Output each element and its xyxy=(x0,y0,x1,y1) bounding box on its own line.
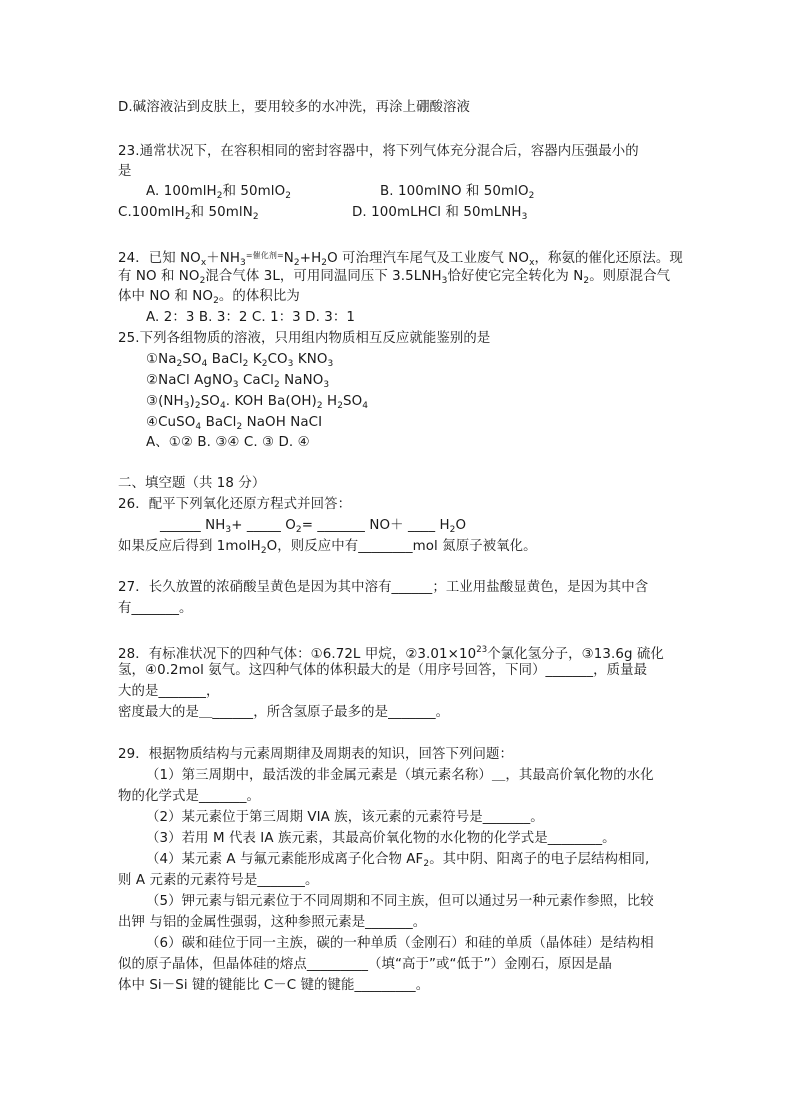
q26-stem: 26．配平下列氧化还原方程式并回答： xyxy=(118,497,352,512)
q23-option-b: B. 100mlNO 和 50mlO$_2$ xyxy=(380,184,535,201)
q28-line1: 28．有标准状况下的四种气体：①6.72L 甲烷，$②3.01\times 10^{23}$个氯化氢分子，③13.6g 硫化 xyxy=(118,645,664,662)
q25-group-2: ②NaCl AgNO$_3$ CaCl$_2$ NaNO$_3$ xyxy=(146,373,330,390)
q26-equation: ______ $NH_3+$ _____ $O_2=$ _______ NO＋ ____ $H_2O$ xyxy=(160,518,467,535)
q23-option-a: A. 100mlH$_2$和 50mlO$_2$ xyxy=(146,184,292,201)
q27-line1: 27．长久放置的浓硝酸呈黄色是因为其中溶有______；工业用盐酸显黄色，是因为其中含 xyxy=(118,580,649,595)
q23-stem-line2: 是 xyxy=(118,164,132,179)
q29-part5-line1: （5）钾元素与铝元素位于不同周期和不同主族，但可以通过另一种元素作参照，比较 xyxy=(146,894,654,909)
q29-part5-line2: 出钾 与铝的金属性强弱，这种参照元素是_______。 xyxy=(118,915,427,930)
q29-part6-line1: （6）碳和硅位于同一主族，碳的一种单质（金刚石）和硅的单质（晶体硅）是结构相 xyxy=(146,936,654,951)
q28-line4: 密度最大的是＿______，所含氢原子最多的是_______。 xyxy=(118,705,450,720)
q29-part6-line3: 体中 Si－Si 键的键能比 C－C 键的键能_________。 xyxy=(118,978,430,993)
q24-stem-line1: 24．已知 $NO_x+NH_3^{=催化剂=}N_2+H_2O$ 可治理汽车尾气及工业废气 $NO_x$，称氨的催化还原法。现 xyxy=(118,251,683,268)
q24-options: A. 2：3 B. 3：2 C. 1：3 D. 3：1 xyxy=(146,310,356,325)
q29-part3: （3）若用 M 代表 IA 族元素，其最高价氧化物的水化物的化学式是________。 xyxy=(146,831,616,846)
q26-follow-up: 如果反应后得到 1molH$_2$O，则反应中有________mol 氮原子被氧化。 xyxy=(118,539,537,556)
q25-stem: 25.下列各组物质的溶液，只用组内物质相互反应就能鉴别的是 xyxy=(118,331,491,346)
q22-option-d: D.碱溶液沾到皮肤上，要用较多的水冲洗，再涂上硼酸溶液 xyxy=(118,100,471,115)
q28-line3: 大的是_______， xyxy=(118,684,220,699)
q24-stem-line2: 有 NO 和 $NO_2$混合气体 3L，可用同温同压下 $3.5LNH_3$恰好使它完全转化为 $N_2$。则原混合气 xyxy=(118,269,671,286)
q23-option-d: D. 100mLHCl 和 50mLNH$_3$ xyxy=(352,205,528,222)
q27-line2: 有_______。 xyxy=(118,601,193,616)
q25-group-3: $③(NH_3)_2SO_4$. KOH $Ba(OH)_2$ $H_2SO_4$ xyxy=(146,394,369,411)
section-2-title: 二、填空题（共 18 分） xyxy=(118,476,266,491)
q29-part6-line2: 似的原子晶体，但晶体硅的熔点_________（填“高于”或“低于”）金刚石，原因是晶 xyxy=(118,957,613,972)
q29-part4-line1: （4）某元素 A 与氟元素能形成离子化合物 $AF_2$。其中阴、阳离子的电子层结构相同, xyxy=(146,852,650,869)
q29-part1-line2: 物的化学式是_______。 xyxy=(118,789,261,804)
q29-part2: （2）某元素位于第三周期 VIA 族，该元素的元素符号是_______。 xyxy=(146,810,544,825)
q23-option-c: C.100mlH$_2$和 50mlN$_2$ xyxy=(118,205,259,222)
q24-stem-line3: 体中 NO 和 $NO_2$。的体积比为 xyxy=(118,289,300,306)
q25-group-4: ④CuSO$_4$ BaCl$_2$ NaOH NaCI xyxy=(146,415,323,432)
q29-stem: 29．根据物质结构与元素周期律及周期表的知识，回答下列问题： xyxy=(118,747,513,762)
q29-part4-line2: 则 A 元素的元素符号是_______。 xyxy=(118,873,319,888)
q25-group-1: $①Na_2SO_4$ BaCl$_2$ $K_2CO_3$ $KNO_3$ xyxy=(146,352,334,369)
q25-options: A、①② B. ③④ C. ③ D. ④ xyxy=(146,435,310,450)
q23-stem-line1: 23.通常状况下，在容积相同的密封容器中，将下列气体充分混合后，容器内压强最小的 xyxy=(118,144,639,159)
q28-line2: 氢，④0.2mol 氨气。这四种气体的体积最大的是（用序号回答，下同）_______，质量最 xyxy=(118,663,648,678)
q29-part1-line1: （1）第三周期中，最活泼的非金属元素是（填元素名称）＿，其最高价氧化物的水化 xyxy=(146,768,654,783)
